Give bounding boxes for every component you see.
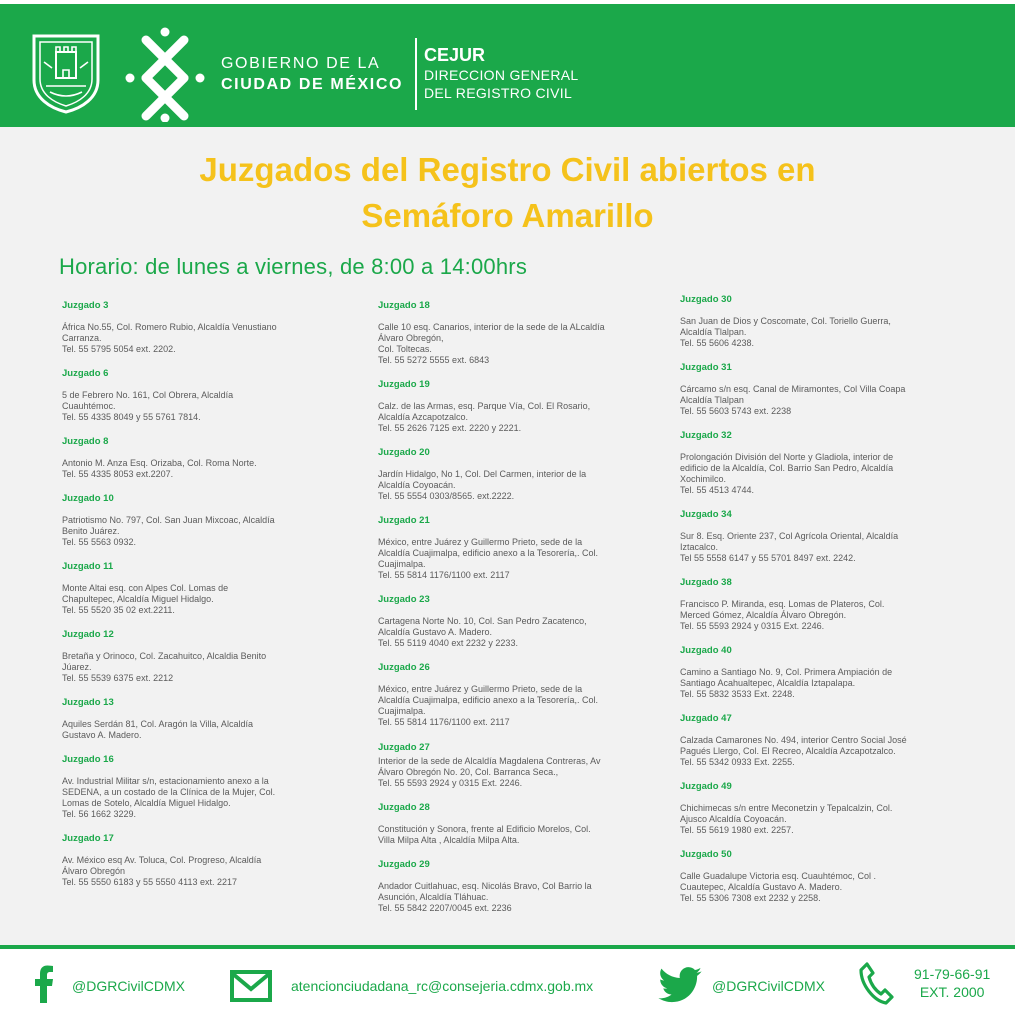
- government-name: [221, 53, 403, 95]
- court-item: [680, 645, 950, 700]
- court-item: [62, 561, 332, 616]
- court-item: [378, 447, 648, 502]
- phone-block[interactable]: [914, 965, 990, 1001]
- court-address: Patriotismo No. 797, Col. San Juan Mixcoac, Alcaldía Benito Juárez. Tel. 55 5563 0932.: [62, 515, 275, 547]
- court-name: Juzgado 6: [62, 368, 109, 379]
- court-name: Juzgado 16: [62, 754, 114, 765]
- shield-icon: [30, 32, 102, 114]
- court-address: Andador Cuitlahuac, esq. Nicolás Bravo, Col Barrio la Asunción, Alcaldía Tláhuac. Tel. 55 5842 2207/0045 ext. 2236: [378, 881, 592, 913]
- court-address: Aquiles Serdán 81, Col. Aragón la Villa, Alcaldía Gustavo A. Madero.: [62, 719, 253, 740]
- court-address: Chichimecas s/n entre Meconetzin y Tepalcalzin, Col. Ajusco Alcaldía Coyoacán. Tel. 55 5619 1980 ext. 2257.: [680, 803, 893, 835]
- header-divider: [415, 38, 417, 110]
- court-column-2: [378, 300, 648, 927]
- facebook-handle[interactable]: @DGRCivilCDMX: [72, 978, 185, 994]
- court-address: Constitución y Sonora, frente al Edificio Morelos, Col. Villa Milpa Alta , Alcaldía Milpa Alta.: [378, 824, 591, 845]
- footer: [0, 949, 1015, 1024]
- mail-icon[interactable]: [230, 970, 272, 1002]
- court-name: Juzgado 28: [378, 802, 430, 813]
- dept-line-2: DEL REGISTRO CIVIL: [424, 85, 573, 101]
- court-item: [680, 849, 950, 904]
- court-name: Juzgado 20: [378, 447, 430, 458]
- court-item: [62, 629, 332, 684]
- court-name: Juzgado 11: [62, 561, 114, 572]
- gov-line-2: CIUDAD DE MÉXICO: [221, 76, 404, 93]
- twitter-handle[interactable]: @DGRCivilCDMX: [712, 978, 825, 994]
- court-name: Juzgado 40: [680, 645, 732, 656]
- court-item: [680, 362, 950, 417]
- court-address: Calz. de las Armas, esq. Parque Vía, Col. El Rosario, Alcaldía Azcapotzalco. Tel. 55 2626 7125 ext. 2220 y 2221.: [378, 401, 591, 433]
- court-item: [378, 742, 648, 789]
- title-line-1: Juzgados del Registro Civil abiertos en: [199, 151, 816, 188]
- title-line-2: Semáforo Amarillo: [361, 197, 654, 234]
- court-name: Juzgado 8: [62, 436, 109, 447]
- court-item: [62, 368, 332, 423]
- court-name: Juzgado 34: [680, 509, 732, 520]
- court-name: Juzgado 3: [62, 300, 109, 311]
- court-item: [378, 379, 648, 434]
- gov-line-1: GOBIERNO DE LA: [221, 55, 381, 72]
- court-name: Juzgado 19: [378, 379, 430, 390]
- court-name: Juzgado 10: [62, 493, 114, 504]
- court-name: Juzgado 31: [680, 362, 732, 373]
- court-name: Juzgado 49: [680, 781, 732, 792]
- court-name: Juzgado 12: [62, 629, 114, 640]
- court-address: México, entre Juárez y Guillermo Prieto, sede de la Alcaldía Cuajimalpa, edificio anexo a la Tesorería,. Col. Cuajimalpa. Tel. 55 5814 1176/1100 ext. 2117: [378, 537, 598, 580]
- court-name: Juzgado 21: [378, 515, 430, 526]
- court-address: África No.55, Col. Romero Rubio, Alcaldía Venustiano Carranza. Tel. 55 5795 5054 ext. 2202.: [62, 322, 277, 354]
- court-address: Calzada Camarones No. 494, interior Centro Social José Pagués Llergo, Col. El Recreo, Alcaldía Azcapotzalco. Tel. 55 5342 0933 Ext. 2255.: [680, 735, 907, 767]
- court-name: Juzgado 18: [378, 300, 430, 311]
- court-item: [378, 594, 648, 649]
- court-name: Juzgado 27: [378, 742, 430, 753]
- page-title: [0, 147, 1015, 239]
- court-address: Jardín Hidalgo, No 1, Col. Del Carmen, interior de la Alcaldía Coyoacán. Tel. 55 5554 0303/8565. ext.2222.: [378, 469, 587, 501]
- court-address: San Juan de Dios y Coscomate, Col. Toriello Guerra, Alcaldía Tlalpan. Tel. 55 5606 4238.: [680, 316, 891, 348]
- header-bar: [0, 0, 1015, 127]
- department-block: [424, 44, 578, 102]
- dept-line-1: DIRECCION GENERAL: [424, 67, 579, 83]
- court-item: [62, 300, 332, 355]
- court-item: [680, 430, 950, 496]
- court-address: Prolongación División del Norte y Gladiola, interior de edificio de la Alcaldía, Col. Barrio San Pedro, Alcaldía Xochimilco. Tel. 55 4513 4744.: [680, 452, 894, 495]
- phone-icon[interactable]: [858, 961, 894, 1005]
- court-item: [378, 859, 648, 914]
- court-address: Monte Altai esq. con Alpes Col. Lomas de Chapultepec, Alcaldía Miguel Hidalgo. Tel. 55 5520 35 02 ext.2211.: [62, 583, 229, 615]
- court-name: Juzgado 17: [62, 833, 114, 844]
- court-name: Juzgado 47: [680, 713, 732, 724]
- court-item: [62, 754, 332, 820]
- court-item: [680, 294, 950, 349]
- schedule-text: Horario: de lunes a viernes, de 8:00 a 14:00hrs: [59, 254, 528, 279]
- court-address: Bretaña y Orinoco, Col. Zacahuitco, Alcaldia Benito Júarez. Tel. 55 5539 6375 ext. 2212: [62, 651, 267, 683]
- court-address: Sur 8. Esq. Oriente 237, Col Agrícola Oriental, Alcaldía Iztacalco. Tel 55 5558 6147 y 55 5701 8497 ext. 2242.: [680, 531, 899, 563]
- court-column-1: [62, 300, 332, 901]
- court-item: [62, 436, 332, 480]
- twitter-icon[interactable]: [658, 967, 702, 1003]
- court-item: [62, 697, 332, 741]
- court-name: Juzgado 29: [378, 859, 430, 870]
- court-address: 5 de Febrero No. 161, Col Obrera, Alcaldía Cuauhtémoc. Tel. 55 4335 8049 y 55 5761 7814.: [62, 390, 234, 422]
- court-address: Antonio M. Anza Esq. Orizaba, Col. Roma Norte. Tel. 55 4335 8053 ext.2207.: [62, 458, 257, 479]
- court-address: Av. Industrial Militar s/n, estacionamiento anexo a la SEDENA, a un costado de la Clínica de la Mujer, Col. Lomas de Sotelo, Alcaldía Miguel Hidalgo. Tel. 56 1662 3229.: [62, 776, 276, 819]
- court-item: [62, 493, 332, 548]
- court-item: [378, 802, 648, 846]
- cdmx-logo-icon: [124, 26, 206, 122]
- court-address: Francisco P. Miranda, esq. Lomas de Plateros, Col. Merced Gómez, Alcaldía Álvaro Obregón. Tel. 55 5593 2924 y 0315 Ext. 2246.: [680, 599, 885, 631]
- court-address: Interior de la sede de Alcaldía Magdalena Contreras, Av Álvaro Obregón No. 20, Col. Barranca Seca., Tel. 55 5593 2924 y 0315 Ext. 2246.: [378, 756, 601, 788]
- court-name: Juzgado 38: [680, 577, 732, 588]
- email-address[interactable]: atencionciudadana_rc@consejeria.cdmx.gob.mx: [291, 978, 594, 994]
- court-item: [680, 509, 950, 564]
- court-name: Juzgado 32: [680, 430, 732, 441]
- court-address: Calle Guadalupe Victoria esq. Cuauhtémoc, Col . Cuautepec, Alcaldía Gustavo A. Madero. Tel. 55 5306 7308 ext 2232 y 2258.: [680, 871, 876, 903]
- court-address: México, entre Juárez y Guillermo Prieto, sede de la Alcaldía Cuajimalpa, edificio anexo a la Tesorería,. Col. Cuajimalpa. Tel. 55 5814 1176/1100 ext. 2117: [378, 684, 598, 727]
- court-address: Cárcamo s/n esq. Canal de Miramontes, Col Villa Coapa Alcaldía Tlalpan Tel. 55 5603 5743 ext. 2238: [680, 384, 906, 416]
- court-item: [680, 577, 950, 632]
- court-name: Juzgado 23: [378, 594, 430, 605]
- facebook-icon[interactable]: [34, 965, 54, 1003]
- court-item: [378, 300, 648, 366]
- court-name: Juzgado 30: [680, 294, 732, 305]
- court-name: Juzgado 13: [62, 697, 114, 708]
- court-address: Calle 10 esq. Canarios, interior de la sede de la ALcaldía Álvaro Obregón, Col. Toltecas. Tel. 55 5272 5555 ext. 6843: [378, 322, 605, 365]
- court-item: [378, 662, 648, 728]
- phone-number[interactable]: 91-79-66-91: [914, 966, 991, 982]
- court-address: Cartagena Norte No. 10, Col. San Pedro Zacatenco, Alcaldía Gustavo A. Madero. Tel. 55 5119 4040 ext 2232 y 2233.: [378, 616, 587, 648]
- court-item: [680, 713, 950, 768]
- court-address: Camino a Santiago No. 9, Col. Primera Ampiación de Santiago Acahualtepec, Alcaldía Iztapalapa. Tel. 55 5832 3533 Ext. 2248.: [680, 667, 893, 699]
- court-address: Av. México esq Av. Toluca, Col. Progreso, Alcaldía Álvaro Obregón Tel. 55 5550 6183 y 55 5550 4113 ext. 2217: [62, 855, 262, 887]
- court-name: Juzgado 50: [680, 849, 732, 860]
- court-item: [680, 781, 950, 836]
- court-item: [378, 515, 648, 581]
- phone-extension: EXT. 2000: [919, 984, 985, 1000]
- court-name: Juzgado 26: [378, 662, 430, 673]
- court-item: [62, 833, 332, 888]
- court-column-3: [680, 294, 950, 917]
- org-name: CEJUR: [424, 45, 486, 65]
